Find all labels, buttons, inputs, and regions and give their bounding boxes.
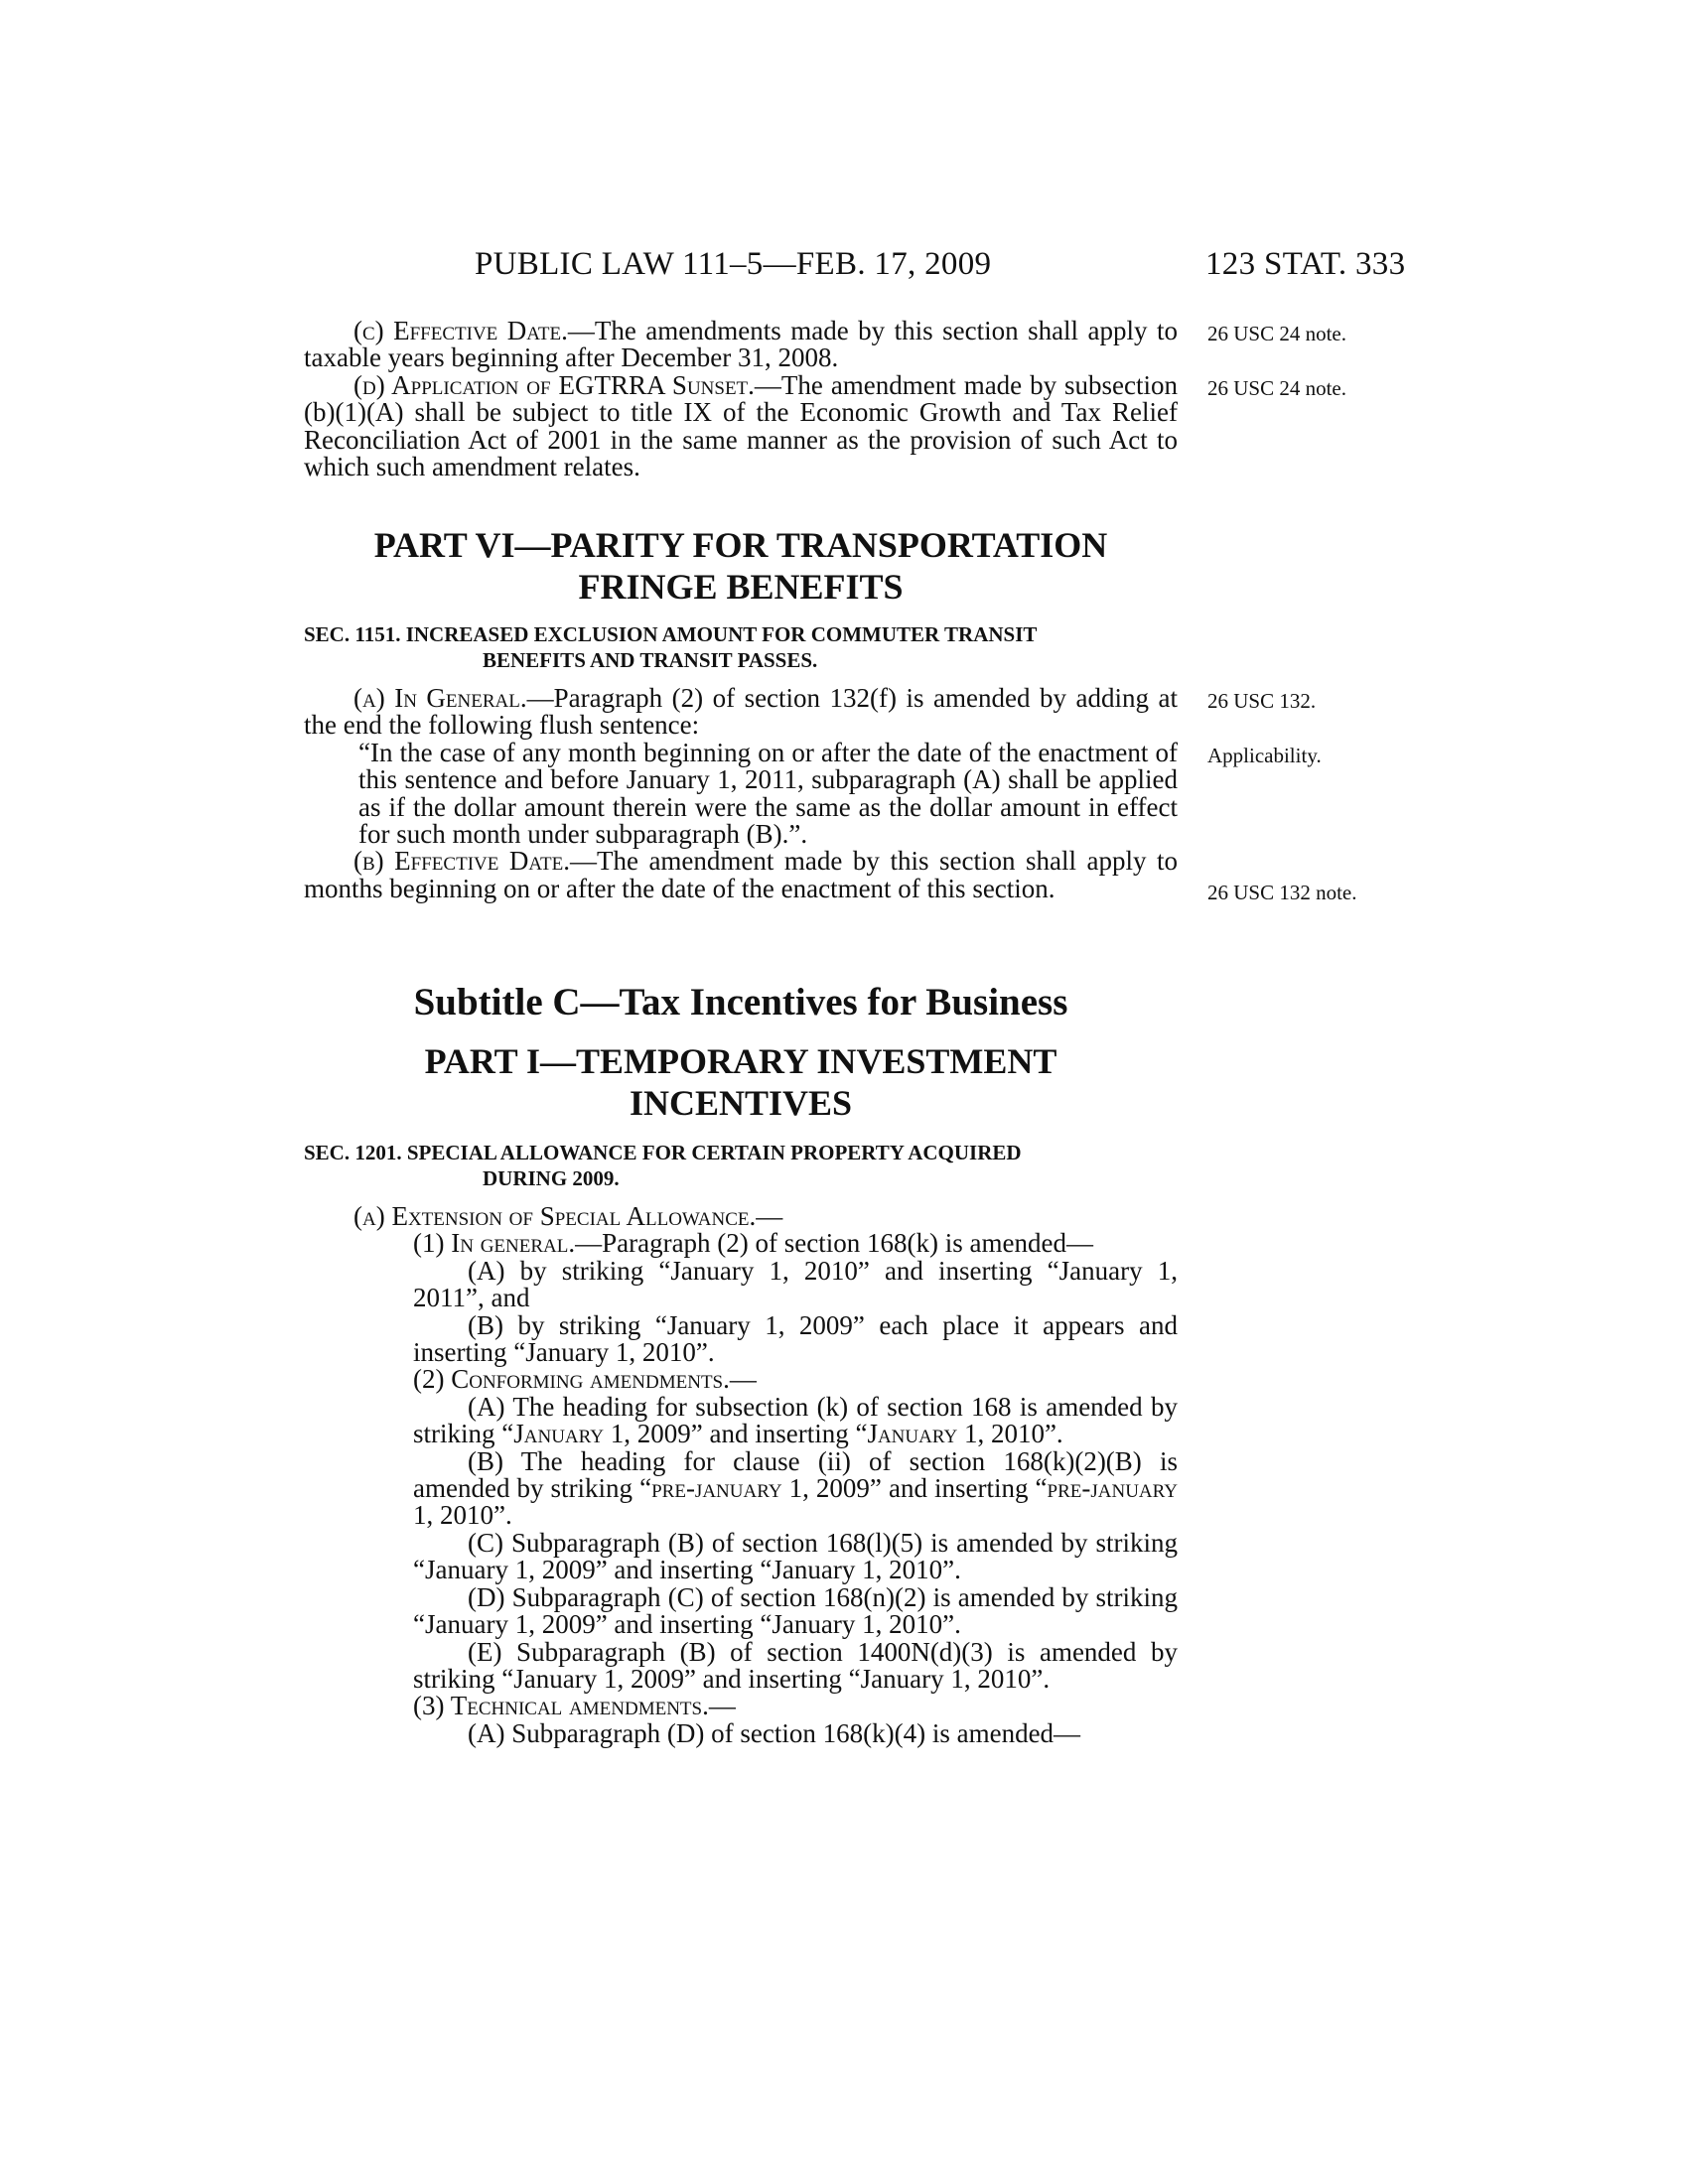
paragraph-a1 [304,1230,1178,1257]
page-header-stat: 123 STAT. 333 [1205,246,1406,282]
paragraph-a2-heading [304,1366,1178,1393]
paragraph-text: ” and inserting “ [690,1419,868,1449]
paragraph-text: —The amendments made by this section shall apply to taxable years beginning after December 31, 2008. [304,316,1178,373]
heading-in-general: (a) In General. [353,683,527,713]
margin-note-usc-132: 26 USC 132. [1207,689,1317,713]
paragraph-text: —Paragraph (2) of section 168(k) is amended— [575,1228,1093,1259]
small-caps-text: January 1, 2010 [867,1419,1045,1449]
paragraph-text: ”. [493,1500,512,1531]
subparagraph-a2B [304,1445,1178,1531]
heading-extension-special-allowance: (a) Extension of Special Allowance.— [353,1201,783,1231]
heading-conforming-amendments: (2) Conforming amendments.— [413,1364,757,1395]
part-heading-line: INCENTIVES [629,1083,853,1123]
paragraph-text: ”. [1044,1419,1063,1449]
paragraph-c [304,318,1178,372]
quoted-sentence: “In the case of any month beginning on or after the date of the enactment of this sentence and before January 1, 2011, subparagraph (A) shall be applied as if the dollar amount therein were the same as the dollar amount in effect for such month under subparagraph (B).”. [358,737,1178,850]
subparagraph-a2D: (D) Subparagraph (C) of section 168(n)(2) is amended by striking “January 1, 2009” and inserting “January 1, 2010”. [413,1581,1178,1640]
page-header-title: PUBLIC LAW 111–5—FEB. 17, 2009 [475,246,992,282]
heading-in-general: (1) In general. [413,1228,576,1259]
margin-note-usc-24-note: 26 USC 24 note. [1207,322,1347,345]
subparagraph-a2C: (C) Subparagraph (B) of section 168(l)(5) is amended by striking “January 1, 2009” and inserting “January 1, 2010”. [413,1527,1178,1585]
subparagraph-a3A: (A) Subparagraph (D) of section 168(k)(4) is amended— [468,1717,1081,1748]
section-heading-line: DURING 2009. [483,1166,620,1190]
margin-note-usc-132-note: 26 USC 132 note. [1207,881,1357,904]
paragraph-text: ” and inserting “ [869,1473,1048,1504]
part-heading-line: PART I—TEMPORARY INVESTMENT [424,1041,1057,1081]
subparagraph-a1B: (B) by striking “January 1, 2009” each place it appears and inserting “January 1, 2010”. [413,1309,1178,1368]
subtitle-heading: Subtitle C—Tax Incentives for Business [413,981,1068,1024]
section-1151-body [304,685,1178,902]
part-heading-line: FRINGE BENEFITS [578,567,904,607]
small-caps-text: pre-january 1, 2009 [651,1473,870,1504]
small-caps-text: pre-january 1, 2010 [413,1473,1178,1531]
heading-effective-date: (b) Effective Date. [353,846,570,877]
subparagraph-a2A [304,1391,1178,1449]
paragraph-text: —Paragraph (2) of section 132(f) is amended by adding at the end the following flush sentence: [304,683,1178,741]
part-heading [304,1040,1178,1124]
heading-egtrra-sunset: (d) Application of EGTRRA Sunset. [353,369,755,400]
small-caps-text: January 1, 2009 [513,1419,691,1449]
section-heading-line: SEC. 1151. INCREASED EXCLUSION AMOUNT FOR COMMUTER TRANSIT [304,622,1038,646]
margin-note-usc-24-note: 26 USC 24 note. [1207,376,1347,400]
section-heading-line: SEC. 1201. SPECIAL ALLOWANCE FOR CERTAIN PROPERTY ACQUIRED [304,1141,1022,1164]
part-heading [304,524,1178,608]
subparagraph-a2E: (E) Subparagraph (B) of section 1400N(d)(3) is amended by striking “January 1, 2009” and inserting “January 1, 2010”. [413,1636,1178,1694]
section-heading-line: BENEFITS AND TRANSIT PASSES. [483,648,818,672]
margin-note-applicability: Applicability. [1207,744,1322,767]
paragraph-d [304,369,1178,482]
part-heading-line: PART VI—PARITY FOR TRANSPORTATION [373,525,1108,565]
paragraph-a [304,685,1178,740]
section-1201-body [304,1203,1178,1747]
heading-effective-date: (c) Effective Date. [353,316,568,345]
section-heading [304,621,1178,673]
section-text-block [304,318,1178,480]
paragraph-b [304,848,1178,902]
paragraph-a3-heading [304,1693,1178,1719]
paragraph-text: —The amendment made by this section shall apply to months beginning on or after the date of the enactment of this section. [304,846,1178,903]
heading-technical-amendments: (3) Technical amendments.— [413,1691,736,1721]
paragraph-text: —The amendment made by subsection (b)(1)(A) shall be subject to title IX of the Economic Growth and Tax Relief Reconciliation Act of 2001 in the same manner as the provision of such Act to which such amendment relates. [304,369,1178,482]
subparagraph-a1A: (A) by striking “January 1, 2010” and inserting “January 1, 2011”, and [413,1255,1178,1313]
paragraph-text: (A) The heading for subsection (k) of section 168 is amended by striking “ [413,1391,1178,1449]
paragraph-a-heading [304,1203,1178,1230]
section-heading [304,1140,1178,1191]
paragraph-text: (B) The heading for clause (ii) of section 168(k)(2)(B) is amended by striking “ [413,1445,1178,1504]
